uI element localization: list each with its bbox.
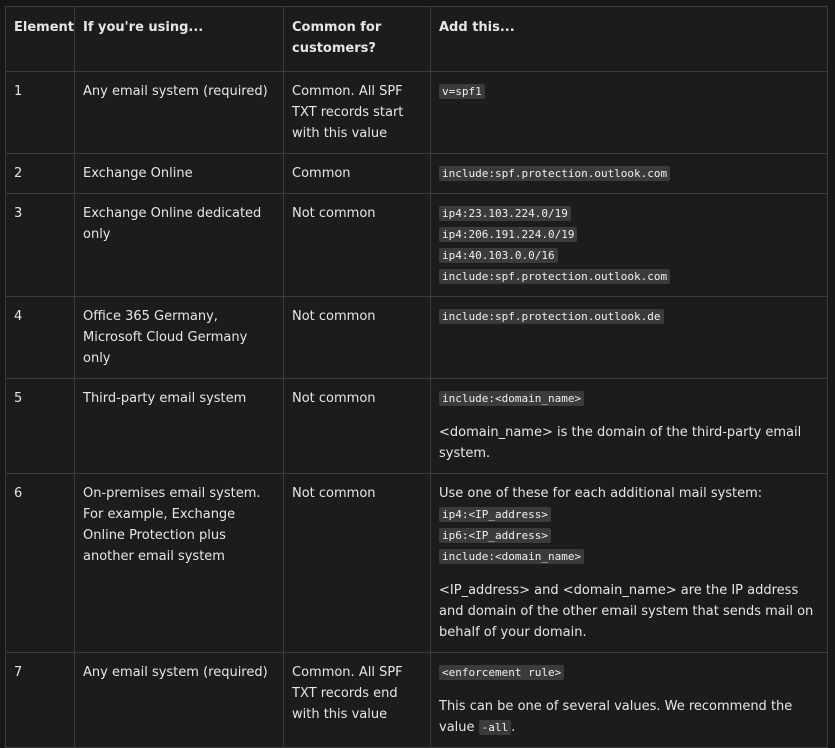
cell-add [431, 297, 828, 379]
cell-using: Third-party email system [75, 379, 284, 474]
note-text: This can be one of several values. We recommend the value [439, 699, 793, 735]
code-snippet: ip4:<IP_address> [439, 507, 551, 522]
header-if-using: If you're using... [75, 7, 284, 72]
cell-element: 4 [6, 297, 75, 379]
cell-using: Any email system (required) [75, 72, 284, 154]
note-end: . [511, 720, 516, 735]
cell-element: 6 [6, 474, 75, 653]
cell-add [431, 474, 828, 653]
cell-note: <domain_name> is the domain of the third-party email system. [439, 425, 802, 461]
code-snippet: v=spf1 [439, 84, 485, 99]
code-snippet: ip4:40.103.0.0/16 [439, 248, 558, 263]
cell-element: 2 [6, 154, 75, 194]
cell-common: Common. All SPF TXT records start with this value [284, 72, 431, 154]
table-row [6, 154, 828, 194]
cell-lead: Use one of these for each additional mail system: [439, 486, 763, 501]
header-add-this: Add this... [431, 7, 828, 72]
code-snippet: <enforcement rule> [439, 665, 564, 680]
table-row [6, 653, 828, 748]
cell-common: Not common [284, 474, 431, 653]
cell-add [431, 154, 828, 194]
cell-common: Not common [284, 297, 431, 379]
table-row [6, 474, 828, 653]
cell-using: On-premises email system. For example, Exchange Online Protection plus another email system [75, 474, 284, 653]
header-common: Common for customers? [284, 7, 431, 72]
table-row [6, 297, 828, 379]
code-snippet: include:spf.protection.outlook.com [439, 269, 670, 284]
cell-add [431, 653, 828, 748]
cell-add [431, 72, 828, 154]
code-snippet: include:<domain_name> [439, 391, 584, 406]
code-snippet: include:<domain_name> [439, 549, 584, 564]
cell-common: Not common [284, 379, 431, 474]
cell-element: 7 [6, 653, 75, 748]
table-row [6, 379, 828, 474]
cell-common: Common [284, 154, 431, 194]
cell-element: 3 [6, 194, 75, 297]
code-snippet: ip4:206.191.224.0/19 [439, 227, 577, 242]
cell-using: Exchange Online dedicated only [75, 194, 284, 297]
cell-add [431, 379, 828, 474]
cell-note [439, 696, 819, 738]
header-element: Element [6, 7, 75, 72]
table-row [6, 72, 828, 154]
cell-using: Exchange Online [75, 154, 284, 194]
code-snippet: include:spf.protection.outlook.com [439, 166, 670, 181]
cell-add [431, 194, 828, 297]
cell-note: <IP_address> and <domain_name> are the IP address and domain of the other email system that sends mail on behalf of your domain. [439, 583, 814, 640]
table-header-row [6, 7, 828, 72]
cell-using: Office 365 Germany, Microsoft Cloud Germany only [75, 297, 284, 379]
cell-common: Not common [284, 194, 431, 297]
cell-common: Common. All SPF TXT records end with this value [284, 653, 431, 748]
cell-using: Any email system (required) [75, 653, 284, 748]
spf-elements-table-wrapper [5, 6, 827, 748]
code-snippet: -all [479, 720, 512, 735]
table-row [6, 194, 828, 297]
cell-element: 5 [6, 379, 75, 474]
code-snippet: ip4:23.103.224.0/19 [439, 206, 571, 221]
cell-element: 1 [6, 72, 75, 154]
code-snippet: include:spf.protection.outlook.de [439, 309, 664, 324]
spf-elements-table [5, 6, 828, 748]
code-snippet: ip6:<IP_address> [439, 528, 551, 543]
